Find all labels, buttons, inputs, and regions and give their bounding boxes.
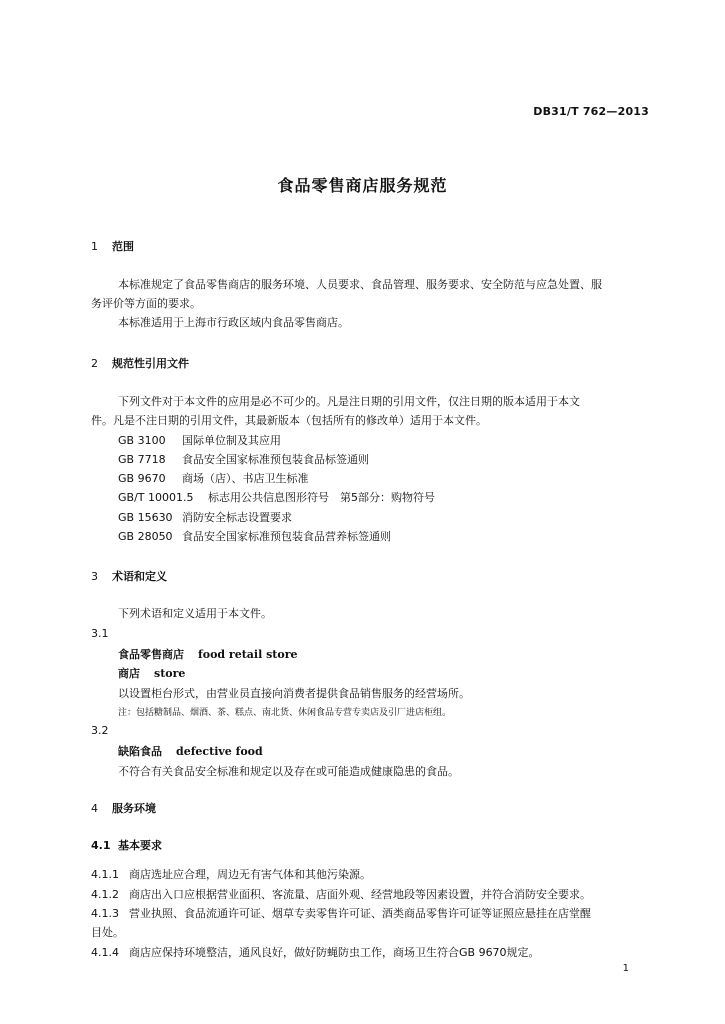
scope-para-1-line-2: 务评价等方面的要求。 bbox=[91, 297, 201, 310]
term-definition: 以设置柜台形式，由营业员直接向消费者提供食品销售服务的经营场所。 bbox=[118, 687, 470, 700]
section-number: 4 bbox=[91, 802, 98, 815]
reference-title: 标志用公共信息图形符号 第5部分：购物符号 bbox=[208, 491, 435, 504]
document-title: 食品零售商店服务规范 bbox=[277, 176, 448, 195]
item-number: 4.1.1 bbox=[91, 868, 119, 881]
reference-title: 国际单位制及其应用 bbox=[182, 434, 281, 447]
reference-code: GB 7718 bbox=[118, 453, 166, 466]
reference-item bbox=[118, 470, 309, 486]
term-chinese: 商店 bbox=[118, 667, 140, 680]
reference-item bbox=[118, 509, 292, 525]
reference-code: GB/T 10001.5 bbox=[118, 491, 194, 504]
terms-intro: 下列术语和定义适用于本文件。 bbox=[118, 607, 272, 620]
section-title: 服务环境 bbox=[112, 802, 156, 815]
section-title: 规范性引用文件 bbox=[112, 357, 189, 370]
section-2-heading bbox=[91, 355, 189, 371]
requirement-item bbox=[91, 886, 591, 902]
term-definition: 不符合有关食品安全标准和规定以及存在或可能造成健康隐患的食品。 bbox=[118, 765, 459, 778]
scope-para-2: 本标准适用于上海市行政区域内食品零售商店。 bbox=[118, 316, 349, 329]
section-number: 1 bbox=[91, 240, 98, 253]
reference-code: GB 9670 bbox=[118, 472, 166, 485]
section-title: 术语和定义 bbox=[112, 570, 167, 583]
reference-code: GB 28050 bbox=[118, 530, 173, 543]
references-intro-line-1: 下列文件对于本文件的应用是必不可少的。凡是注日期的引用文件，仅注日期的版本适用于本文 bbox=[118, 395, 580, 408]
reference-item bbox=[118, 432, 281, 448]
item-text: 商店应保持环境整洁，通风良好，做好防蝇防虫工作，商场卫生符合GB 9670规定。 bbox=[129, 946, 540, 959]
reference-title: 商场（店）、书店卫生标准 bbox=[182, 472, 309, 485]
section-number: 3 bbox=[91, 570, 98, 583]
scope-para-1-line-1: 本标准规定了食品零售商店的服务环境、人员要求、食品管理、服务要求、安全防范与应急处置、服 bbox=[118, 278, 602, 291]
section-number: 2 bbox=[91, 357, 98, 370]
requirement-item bbox=[91, 944, 540, 960]
item-number: 4.1.3 bbox=[91, 907, 119, 920]
term-chinese: 缺陷食品 bbox=[118, 745, 162, 758]
reference-title: 食品安全国家标准预包装食品标签通则 bbox=[182, 453, 369, 466]
item-text: 商店出入口应根据营业面积、客流量、店面外观、经营地段等因素设置，并符合消防安全要求。 bbox=[129, 888, 591, 901]
term-note: 注：包括糖制品、烟酒、茶、糕点、南北货、休闲食品专营专卖店及引厂进店柜组。 bbox=[118, 708, 452, 718]
subsection-4-1-heading bbox=[91, 837, 162, 853]
term-entry bbox=[118, 743, 263, 759]
subsection-number: 4.1 bbox=[91, 839, 111, 852]
reference-title: 食品安全国家标准预包装食品营养标签通则 bbox=[182, 530, 391, 543]
reference-item bbox=[118, 489, 435, 505]
item-text: 商店选址应合理，周边无有害气体和其他污染源。 bbox=[129, 868, 371, 881]
references-intro-line-2: 件。凡是不注日期的引用文件，其最新版本（包括所有的修改单）适用于本文件。 bbox=[91, 414, 487, 427]
document-code: DB31/T 762—2013 bbox=[533, 105, 649, 118]
item-number: 4.1.2 bbox=[91, 888, 119, 901]
section-title: 范围 bbox=[112, 240, 134, 253]
clause-number: 3.1 bbox=[91, 627, 109, 640]
term-entry bbox=[118, 646, 298, 662]
reference-code: GB 3100 bbox=[118, 434, 166, 447]
term-admitted bbox=[118, 665, 185, 681]
requirement-item-continuation: 目处。 bbox=[91, 926, 124, 939]
clause-number: 3.2 bbox=[91, 724, 109, 737]
item-text: 营业执照、食品流通许可证、烟草专卖零售许可证、酒类商品零售许可证等证照应悬挂在店堂醒 bbox=[129, 907, 591, 920]
reference-title: 消防安全标志设置要求 bbox=[182, 511, 292, 524]
reference-code: GB 15630 bbox=[118, 511, 173, 524]
page-number: 1 bbox=[622, 963, 629, 974]
section-1-heading bbox=[91, 238, 134, 254]
section-4-heading bbox=[91, 800, 156, 816]
term-chinese: 食品零售商店 bbox=[118, 648, 184, 661]
term-english: food retail store bbox=[198, 648, 298, 661]
reference-item bbox=[118, 451, 369, 467]
subsection-title: 基本要求 bbox=[118, 839, 162, 852]
term-english: defective food bbox=[176, 745, 263, 758]
item-number: 4.1.4 bbox=[91, 946, 119, 959]
term-english: store bbox=[154, 667, 186, 680]
requirement-item bbox=[91, 905, 591, 921]
requirement-item bbox=[91, 866, 371, 882]
section-3-heading bbox=[91, 568, 167, 584]
reference-item bbox=[118, 528, 391, 544]
